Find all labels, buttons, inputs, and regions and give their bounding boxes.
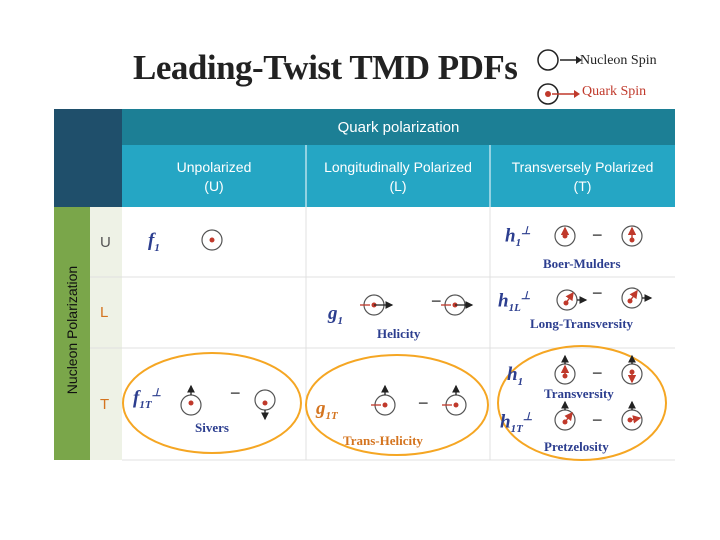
- legend-nucleon-label: Nucleon Spin: [580, 53, 657, 68]
- column-header-unpolarized: Unpolarized (U): [176, 159, 252, 194]
- column-header-transverse: Transversely Polarized (T): [511, 159, 654, 194]
- f1-symbol: $f_1$: [148, 230, 160, 254]
- minus-sign: −: [592, 410, 603, 430]
- h1-symbol: $h_1$: [507, 364, 524, 388]
- sivers-spin-diagram: [181, 386, 275, 419]
- trans-helicity-spin-diagram: [371, 386, 466, 415]
- sivers-label: Sivers: [195, 420, 229, 435]
- minus-sign: −: [592, 225, 603, 245]
- f1-spin-diagram: [202, 230, 222, 250]
- h1l-perp-symbol: $h_{1L}^\perp$: [498, 290, 531, 315]
- legend-quark-label: Quark Spin: [582, 84, 647, 99]
- h1t-perp-symbol: $h_{1T}^\perp$: [500, 411, 533, 436]
- minus-sign: −: [230, 383, 241, 403]
- row-label-u: U: [100, 234, 111, 251]
- boer-mulders-label: Boer-Mulders: [543, 256, 621, 271]
- transversity-label: Transversity: [544, 386, 614, 401]
- long-transversity-spin-diagram: [557, 288, 651, 310]
- g1-symbol: $g_1$: [328, 303, 343, 327]
- page-title: Leading-Twist TMD PDFs: [133, 48, 518, 87]
- helicity-label: Helicity: [377, 326, 421, 341]
- f1t-perp-symbol: $f_{1T}^\perp$: [133, 387, 162, 412]
- helicity-spin-diagram: [360, 295, 472, 315]
- minus-sign: −: [431, 291, 442, 311]
- pretzelosity-label: Pretzelosity: [544, 439, 609, 454]
- h1-perp-symbol: $h_1^\perp$: [505, 225, 531, 250]
- minus-sign: −: [592, 283, 603, 303]
- nucleon-polarization-header: Nucleon Polarization: [64, 265, 80, 395]
- long-transversity-label: Long-Transversity: [530, 316, 634, 331]
- trans-helicity-label: Trans-Helicity: [343, 433, 423, 448]
- quark-polarization-header: Quark polarization: [337, 119, 460, 136]
- minus-sign: −: [592, 363, 603, 383]
- boer-mulders-spin-diagram: [555, 226, 642, 246]
- row-label-l: L: [100, 304, 109, 321]
- transversity-spin-diagram: [555, 356, 642, 384]
- pretzelosity-spin-diagram: [555, 402, 642, 430]
- row-label-t: T: [100, 396, 110, 413]
- minus-sign: −: [418, 393, 429, 413]
- g1t-symbol: $g_{1T}$: [316, 398, 338, 422]
- column-header-longitudinal: Longitudinally Polarized (L): [324, 159, 472, 194]
